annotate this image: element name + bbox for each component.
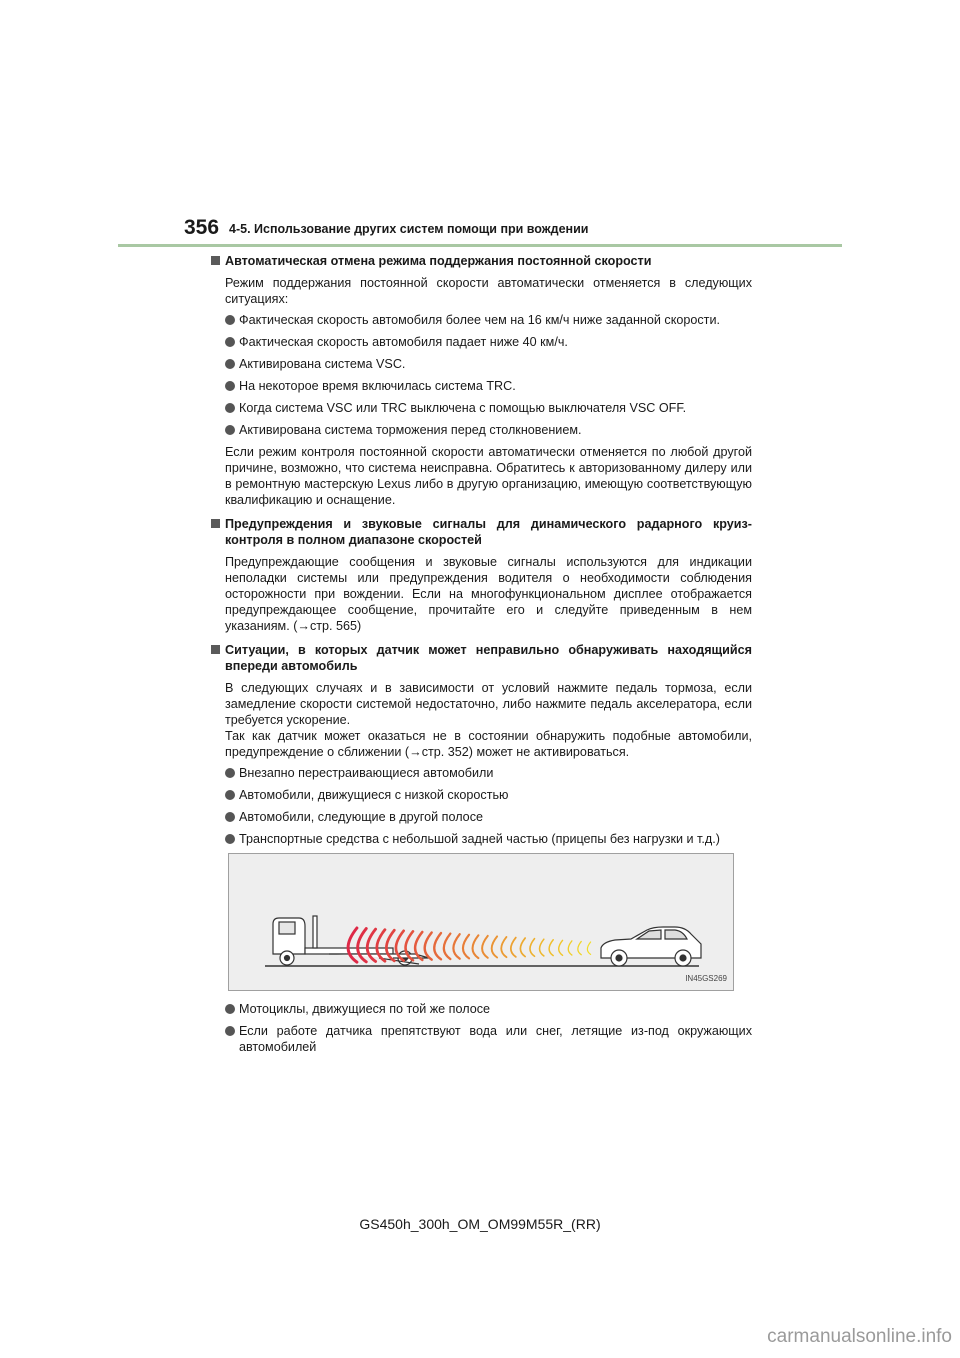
bullet-dot-icon [225,403,235,413]
radar-wave-arc [540,939,544,956]
radar-wave-arc [444,934,451,959]
list-item-text: Фактическая скорость автомобиля падает ниже 40 км/ч. [239,335,568,349]
radar-wave-arc [463,935,469,959]
radar-wave-arc [578,941,581,954]
car-icon [601,927,701,966]
list-item-text: Мотоциклы, движущиеся по той же полосе [239,1002,490,1016]
list-item-text: Автомобили, движущиеся с низкой скоростью [239,788,509,802]
figure-code: IN45GS269 [685,974,727,983]
radar-wave-arc [348,928,357,962]
radar-wave-arc [568,941,572,955]
list-item-text: Внезапно перестраивающиеся автомобили [239,766,494,780]
list-item-text: Активирована система VSC. [239,357,406,371]
list-item [210,312,752,328]
heading-text: Ситуации, в которых датчик может неправильно обнаруживать находящийся впереди автомобиль [225,643,752,673]
bullet-dot-icon [225,315,235,325]
list-item-text: Автомобили, следующие в другой полосе [239,810,483,824]
list-item-text: На некоторое время включилась система TRC. [239,379,516,393]
radar-wave-arc [530,939,535,957]
page-content [210,253,752,1061]
radar-wave-arc [492,936,497,957]
list-item-text: Если работе датчика препятствуют вода или снег, летящие из-под окружающих автомобилей [239,1024,752,1054]
paragraph: В следующих случаях и в зависимости от условий нажмите педаль тормоза, если замедление скорости системой недостаточно, либо нажмите педаль акселератора, если требуется ускорение. [225,681,752,727]
bullet-dot-icon [225,425,235,435]
radar-wave-arc [473,935,479,958]
paragraph: Предупреждающие сообщения и звуковые сигналы используются для индикации неполадки системы или предупреждения водителя о необходимости соблюдения осторожности при вождении. Если на многофункциональном дисплее отображается предупреждающее сообщение, прочитайте его и следуйте приведенным в нем указаниям. (→стр. 565) [225,555,752,633]
section-title: 4-5. Использование других систем помощи при вождении [229,222,589,236]
radar-illustration [228,853,734,991]
bullet-dot-icon [225,790,235,800]
radar-wave-arc [453,934,459,959]
list-item-text: Когда система VSC или TRC выключена с помощью выключателя VSC OFF. [239,401,687,415]
square-bullet-icon [211,256,220,265]
bullet-dot-icon [225,359,235,369]
bullet-dot-icon [225,381,235,391]
list-item-text: Фактическая скорость автомобиля более чем на 16 км/ч ниже заданной скорости. [239,313,720,327]
list-item [210,400,752,416]
watermark: carmanualsonline.info [767,1326,952,1347]
square-bullet-icon [211,645,220,654]
heading-detection [210,642,752,674]
list-item-text: Активирована система торможения перед столкновением. [239,423,582,437]
radar-wave-arc [511,938,516,957]
bullet-dot-icon [225,768,235,778]
list-item-text: Транспортные средства с небольшой задней частью (прицепы без нагрузки и т.д.) [239,832,720,846]
paragraph: Так как датчик может оказаться не в состоянии обнаружить подобные автомобили, предупреждение о сближении (→стр. 352) может не активироваться. [225,729,752,759]
paragraph: Если режим контроля постоянной скорости автоматически отменяется по любой другой причине, возможно, что система неисправна. Обратитесь к авторизованному дилеру или в ремонтную мастерскую Lexus либо в другую организацию, имеющую соответствующую квалификацию и оснащение. [225,445,752,507]
list-item [210,765,752,781]
heading-warnings [210,516,752,548]
list-item [210,378,752,394]
list-item [210,809,752,825]
radar-wave-arc [434,933,441,959]
list-item [210,334,752,350]
list-item [210,356,752,372]
header-rule [118,244,842,247]
heading-text: Предупреждения и звуковые сигналы для динамического радарного круиз-контроля в полном диапазоне скоростей [225,517,752,547]
list-item [210,1023,752,1055]
paragraph: Режим поддержания постоянной скорости автоматически отменяется в следующих ситуациях: [225,276,752,306]
bullet-dot-icon [225,812,235,822]
list-item [210,422,752,438]
radar-wave-arc [501,937,506,957]
square-bullet-icon [211,519,220,528]
document-code: GS450h_300h_OM_OM99M55R_(RR) [359,1216,601,1232]
radar-wave-arc [425,932,432,959]
list-item [210,1001,752,1017]
bullet-dot-icon [225,337,235,347]
heading-text: Автоматическая отмена режима поддержания постоянной скорости [225,254,652,268]
radar-illustration-svg [229,854,733,990]
bullet-dot-icon [225,834,235,844]
list-item [210,787,752,803]
radar-wave-arc [520,938,525,956]
radar-wave-arc [587,942,590,954]
radar-wave-arc [559,940,563,955]
bullet-dot-icon [225,1026,235,1036]
radar-wave-arc [482,936,488,958]
heading-auto-cancel [210,253,752,269]
page-number: 356 [184,216,220,239]
list-item [210,831,752,847]
radar-wave-arc [358,929,367,962]
bullet-dot-icon [225,1004,235,1014]
radar-wave-arc [549,940,553,956]
